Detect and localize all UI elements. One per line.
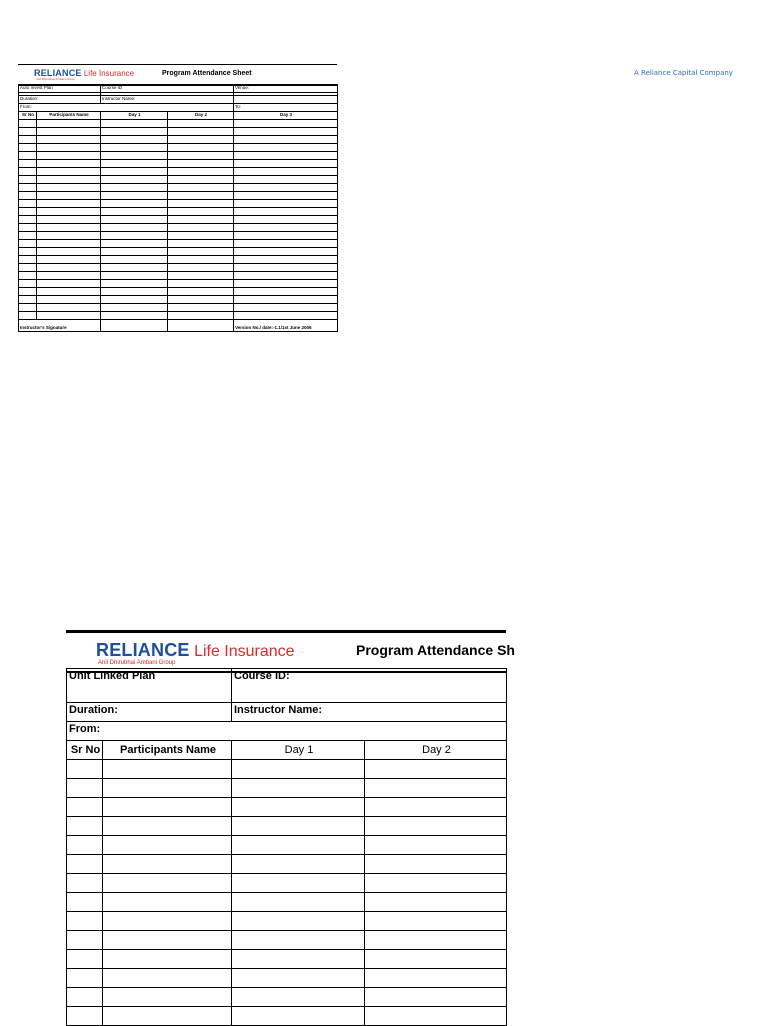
attendance-cell[interactable] — [101, 232, 168, 240]
attendance-cell[interactable] — [103, 817, 232, 836]
venue-field[interactable]: Venue: — [234, 85, 338, 93]
attendance-cell[interactable] — [168, 192, 234, 200]
attendance-cell[interactable] — [365, 988, 507, 1007]
attendance-cell[interactable] — [19, 256, 37, 264]
attendance-sheet-thumbnail — [18, 64, 337, 346]
table-row — [19, 192, 338, 200]
header-participants-name: Participants Name — [37, 112, 101, 120]
attendance-cell[interactable] — [67, 817, 103, 836]
attendance-cell[interactable] — [101, 160, 168, 168]
attendance-cell[interactable] — [232, 874, 365, 893]
attendance-cell[interactable] — [37, 280, 101, 288]
attendance-cell[interactable] — [365, 950, 507, 969]
attendance-cell[interactable] — [365, 893, 507, 912]
attendance-cell[interactable] — [19, 296, 37, 304]
attendance-cell[interactable] — [168, 216, 234, 224]
table-row — [19, 208, 338, 216]
table-row — [19, 312, 338, 320]
attendance-cell[interactable] — [232, 817, 365, 836]
attendance-cell[interactable] — [168, 184, 234, 192]
attendance-cell[interactable] — [103, 760, 232, 779]
attendance-cell[interactable] — [103, 836, 232, 855]
attendance-cell[interactable] — [168, 160, 234, 168]
attendance-cell[interactable] — [365, 874, 507, 893]
attendance-table — [18, 84, 338, 332]
attendance-cell[interactable] — [234, 136, 338, 144]
header-day-1: Day 1 — [232, 741, 365, 760]
attendance-cell[interactable] — [67, 912, 103, 931]
attendance-cell[interactable] — [19, 152, 37, 160]
table-row — [19, 216, 338, 224]
instructor-signature-label: Instructor's Signature — [19, 320, 101, 332]
version-label: Version No./ date:-1.1/1st June 2006 — [234, 320, 338, 332]
attendance-cell[interactable] — [234, 232, 338, 240]
attendance-cell[interactable] — [101, 136, 168, 144]
attendance-cell[interactable] — [234, 208, 338, 216]
attendance-cell[interactable] — [232, 931, 365, 950]
attendance-cell[interactable] — [103, 931, 232, 950]
header-sr-no: Sr No — [19, 112, 37, 120]
table-row — [67, 912, 507, 931]
attendance-cell[interactable] — [168, 152, 234, 160]
attendance-cell[interactable] — [101, 272, 168, 280]
attendance-cell[interactable] — [103, 950, 232, 969]
attendance-cell[interactable] — [232, 779, 365, 798]
attendance-cell[interactable] — [37, 160, 101, 168]
attendance-cell[interactable] — [67, 779, 103, 798]
attendance-cell[interactable] — [37, 288, 101, 296]
attendance-cell[interactable] — [234, 264, 338, 272]
attendance-cell[interactable] — [168, 288, 234, 296]
attendance-cell[interactable] — [168, 120, 234, 128]
attendance-cell[interactable] — [67, 836, 103, 855]
attendance-cell[interactable] — [19, 208, 37, 216]
attendance-cell[interactable] — [37, 224, 101, 232]
attendance-cell[interactable] — [19, 128, 37, 136]
attendance-cell[interactable] — [19, 184, 37, 192]
attendance-cell[interactable] — [232, 988, 365, 1007]
attendance-cell[interactable] — [37, 264, 101, 272]
attendance-cell[interactable] — [168, 272, 234, 280]
attendance-cell[interactable] — [19, 288, 37, 296]
table-row — [67, 874, 507, 893]
table-row — [67, 950, 507, 969]
logo-brand: RELIANCE — [34, 68, 82, 78]
table-row — [19, 144, 338, 152]
sheet-title: Program Attendance Sh — [356, 642, 515, 658]
signature-cell[interactable] — [168, 320, 234, 332]
attendance-cell[interactable] — [67, 950, 103, 969]
attendance-cell[interactable] — [37, 208, 101, 216]
attendance-table — [66, 668, 507, 1026]
attendance-cell[interactable] — [365, 969, 507, 988]
attendance-cell[interactable] — [67, 893, 103, 912]
header-day-1: Day 1 — [101, 112, 168, 120]
attendance-cell[interactable] — [101, 312, 168, 320]
attendance-cell[interactable] — [37, 256, 101, 264]
attendance-cell[interactable] — [101, 120, 168, 128]
header-day-2: Day 2 — [365, 741, 507, 760]
instructor-name-field[interactable]: Instructor Name: — [101, 96, 234, 104]
attendance-cell[interactable] — [365, 855, 507, 874]
attendance-cell[interactable] — [19, 240, 37, 248]
logo-product: Life Insurance — [83, 69, 135, 78]
attendance-cell[interactable] — [103, 874, 232, 893]
attendance-cell[interactable] — [168, 264, 234, 272]
attendance-cell[interactable] — [19, 248, 37, 256]
duration-field[interactable]: Duration: — [67, 703, 232, 722]
attendance-cell[interactable] — [37, 128, 101, 136]
table-row — [19, 240, 338, 248]
attendance-cell[interactable] — [234, 160, 338, 168]
attendance-cell[interactable] — [101, 144, 168, 152]
table-row — [67, 893, 507, 912]
attendance-cell[interactable] — [234, 168, 338, 176]
attendance-cell[interactable] — [365, 931, 507, 950]
attendance-cell[interactable] — [168, 304, 234, 312]
attendance-cell[interactable] — [37, 144, 101, 152]
attendance-cell[interactable] — [103, 969, 232, 988]
attendance-cell[interactable] — [103, 988, 232, 1007]
attendance-cell[interactable] — [168, 168, 234, 176]
header-sr-no: Sr No — [67, 741, 103, 760]
attendance-cell[interactable] — [234, 192, 338, 200]
attendance-cell[interactable] — [234, 216, 338, 224]
attendance-cell[interactable] — [67, 931, 103, 950]
table-row — [19, 304, 338, 312]
attendance-cell[interactable] — [19, 272, 37, 280]
attendance-cell[interactable] — [103, 798, 232, 817]
attendance-cell[interactable] — [101, 304, 168, 312]
header-day-2: Day 2 — [168, 112, 234, 120]
attendance-cell[interactable] — [234, 256, 338, 264]
attendance-cell[interactable] — [37, 248, 101, 256]
table-row — [19, 248, 338, 256]
table-row — [19, 152, 338, 160]
course-id-field[interactable]: Course ID: — [232, 669, 507, 703]
table-row — [19, 224, 338, 232]
attendance-cell[interactable] — [67, 969, 103, 988]
attendance-cell[interactable] — [234, 296, 338, 304]
attendance-cell[interactable] — [234, 304, 338, 312]
attendance-cell[interactable] — [19, 232, 37, 240]
attendance-cell[interactable] — [234, 120, 338, 128]
attendance-cell[interactable] — [234, 144, 338, 152]
attendance-cell[interactable] — [234, 272, 338, 280]
attendance-cell[interactable] — [232, 836, 365, 855]
signature-cell[interactable] — [101, 320, 168, 332]
attendance-cell[interactable] — [67, 1007, 103, 1026]
attendance-cell[interactable] — [37, 176, 101, 184]
attendance-cell[interactable] — [101, 208, 168, 216]
attendance-cell[interactable] — [19, 176, 37, 184]
attendance-cell[interactable] — [234, 248, 338, 256]
attendance-cell[interactable] — [19, 280, 37, 288]
attendance-cell[interactable] — [168, 128, 234, 136]
attendance-cell[interactable] — [37, 120, 101, 128]
attendance-cell[interactable] — [232, 950, 365, 969]
attendance-cell[interactable] — [103, 893, 232, 912]
attendance-cell[interactable] — [103, 1007, 232, 1026]
attendance-cell[interactable] — [37, 272, 101, 280]
attendance-cell[interactable] — [232, 969, 365, 988]
attendance-cell[interactable] — [101, 168, 168, 176]
table-row — [67, 855, 507, 874]
attendance-cell[interactable] — [234, 176, 338, 184]
table-row — [19, 168, 338, 176]
attendance-cell[interactable] — [37, 240, 101, 248]
to-field[interactable]: To: — [234, 104, 338, 112]
attendance-cell[interactable] — [101, 288, 168, 296]
logo-brand: RELIANCE — [96, 640, 190, 660]
table-row — [67, 760, 507, 779]
attendance-cell[interactable] — [67, 855, 103, 874]
attendance-cell[interactable] — [19, 312, 37, 320]
attendance-cell[interactable] — [168, 200, 234, 208]
attendance-cell[interactable] — [168, 232, 234, 240]
logo-product: Life Insurance — [194, 643, 295, 660]
attendance-sheet-zoomed — [66, 630, 515, 1024]
attendance-cell[interactable] — [168, 176, 234, 184]
attendance-cell[interactable] — [168, 280, 234, 288]
attendance-cell[interactable] — [101, 184, 168, 192]
table-row — [67, 798, 507, 817]
header-participants-name: Participants Name — [103, 741, 232, 760]
attendance-cell[interactable] — [37, 184, 101, 192]
table-row — [19, 264, 338, 272]
attendance-cell[interactable] — [19, 192, 37, 200]
attendance-cell[interactable] — [67, 988, 103, 1007]
attendance-cell[interactable] — [67, 874, 103, 893]
attendance-cell[interactable] — [19, 216, 37, 224]
attendance-cell[interactable] — [103, 912, 232, 931]
plan-label: Auto Invest Plan — [19, 85, 101, 93]
sheet-header — [18, 64, 337, 86]
table-row — [19, 256, 338, 264]
duration-field[interactable]: Duration: — [19, 96, 101, 104]
table-row — [19, 280, 338, 288]
table-row — [67, 817, 507, 836]
attendance-cell[interactable] — [103, 779, 232, 798]
table-row — [67, 779, 507, 798]
attendance-cell[interactable] — [365, 836, 507, 855]
attendance-cell[interactable] — [37, 232, 101, 240]
attendance-cell[interactable] — [19, 144, 37, 152]
table-row — [67, 1007, 507, 1026]
attendance-cell[interactable] — [168, 136, 234, 144]
attendance-cell[interactable] — [168, 256, 234, 264]
attendance-cell[interactable] — [234, 280, 338, 288]
attendance-cell[interactable] — [232, 760, 365, 779]
attendance-cell[interactable] — [232, 855, 365, 874]
attendance-cell[interactable] — [101, 152, 168, 160]
from-field[interactable]: From: — [19, 104, 234, 112]
attendance-cell[interactable] — [101, 248, 168, 256]
table-row — [19, 128, 338, 136]
attendance-cell[interactable] — [232, 1007, 365, 1026]
attendance-cell[interactable] — [19, 120, 37, 128]
attendance-cell[interactable] — [19, 200, 37, 208]
logo-group: Anil Dhirubhai Ambani Group — [36, 77, 75, 81]
table-row — [67, 836, 507, 855]
company-tagline: A Reliance Capital Company — [634, 69, 733, 77]
attendance-cell[interactable] — [101, 224, 168, 232]
attendance-cell[interactable] — [232, 798, 365, 817]
table-row — [19, 184, 338, 192]
table-row — [19, 176, 338, 184]
attendance-cell[interactable] — [234, 200, 338, 208]
reliance-logo — [96, 640, 295, 666]
table-row — [19, 232, 338, 240]
attendance-cell[interactable] — [365, 798, 507, 817]
table-row — [67, 988, 507, 1007]
table-row — [19, 288, 338, 296]
reliance-logo — [34, 68, 135, 81]
attendance-cell[interactable] — [19, 136, 37, 144]
attendance-cell[interactable] — [234, 152, 338, 160]
attendance-cell[interactable] — [37, 200, 101, 208]
table-row — [19, 136, 338, 144]
attendance-cell[interactable] — [101, 216, 168, 224]
attendance-cell[interactable] — [103, 855, 232, 874]
attendance-cell[interactable] — [67, 798, 103, 817]
attendance-cell[interactable] — [101, 240, 168, 248]
course-id-field[interactable]: Course ID — [101, 85, 234, 93]
attendance-cell[interactable] — [37, 152, 101, 160]
attendance-cell[interactable] — [101, 280, 168, 288]
attendance-cell[interactable] — [19, 168, 37, 176]
attendance-cell[interactable] — [67, 760, 103, 779]
attendance-cell[interactable] — [168, 144, 234, 152]
attendance-cell[interactable] — [365, 912, 507, 931]
attendance-cell[interactable] — [365, 779, 507, 798]
attendance-cell[interactable] — [234, 224, 338, 232]
attendance-cell[interactable] — [37, 168, 101, 176]
attendance-cell[interactable] — [365, 1007, 507, 1026]
attendance-cell[interactable] — [37, 296, 101, 304]
attendance-cell[interactable] — [101, 264, 168, 272]
attendance-cell[interactable] — [232, 912, 365, 931]
attendance-cell[interactable] — [101, 176, 168, 184]
attendance-cell[interactable] — [37, 216, 101, 224]
attendance-cell[interactable] — [232, 893, 365, 912]
attendance-cell[interactable] — [19, 304, 37, 312]
table-row — [19, 160, 338, 168]
attendance-cell[interactable] — [168, 248, 234, 256]
instructor-name-field[interactable]: Instructor Name: — [232, 703, 507, 722]
attendance-cell[interactable] — [19, 160, 37, 168]
attendance-cell[interactable] — [168, 296, 234, 304]
attendance-cell[interactable] — [234, 240, 338, 248]
plan-label: Unit Linked Plan — [67, 669, 232, 703]
attendance-cell[interactable] — [101, 200, 168, 208]
attendance-cell[interactable] — [37, 192, 101, 200]
table-row — [67, 931, 507, 950]
logo-group: Anil Dhirubhai Ambani Group — [98, 660, 176, 666]
header-day-3: Day 3 — [234, 112, 338, 120]
table-row — [19, 296, 338, 304]
attendance-cell[interactable] — [101, 128, 168, 136]
attendance-cell[interactable] — [234, 128, 338, 136]
sheet-header — [66, 630, 515, 673]
table-row — [67, 969, 507, 988]
attendance-cell[interactable] — [168, 240, 234, 248]
attendance-cell[interactable] — [37, 312, 101, 320]
table-row — [19, 272, 338, 280]
attendance-cell[interactable] — [101, 256, 168, 264]
attendance-cell[interactable] — [234, 312, 338, 320]
attendance-cell[interactable] — [168, 224, 234, 232]
table-row — [19, 200, 338, 208]
attendance-cell[interactable] — [234, 288, 338, 296]
attendance-cell[interactable] — [101, 192, 168, 200]
attendance-cell[interactable] — [365, 760, 507, 779]
attendance-cell[interactable] — [19, 224, 37, 232]
attendance-cell[interactable] — [37, 136, 101, 144]
attendance-cell[interactable] — [168, 312, 234, 320]
from-field[interactable]: From: — [67, 722, 507, 741]
attendance-cell[interactable] — [37, 304, 101, 312]
sheet-title: Program Attendance Sheet — [162, 70, 252, 77]
attendance-cell[interactable] — [168, 208, 234, 216]
table-row — [19, 120, 338, 128]
attendance-cell[interactable] — [19, 264, 37, 272]
attendance-cell[interactable] — [365, 817, 507, 836]
attendance-cell[interactable] — [101, 296, 168, 304]
attendance-cell[interactable] — [234, 184, 338, 192]
